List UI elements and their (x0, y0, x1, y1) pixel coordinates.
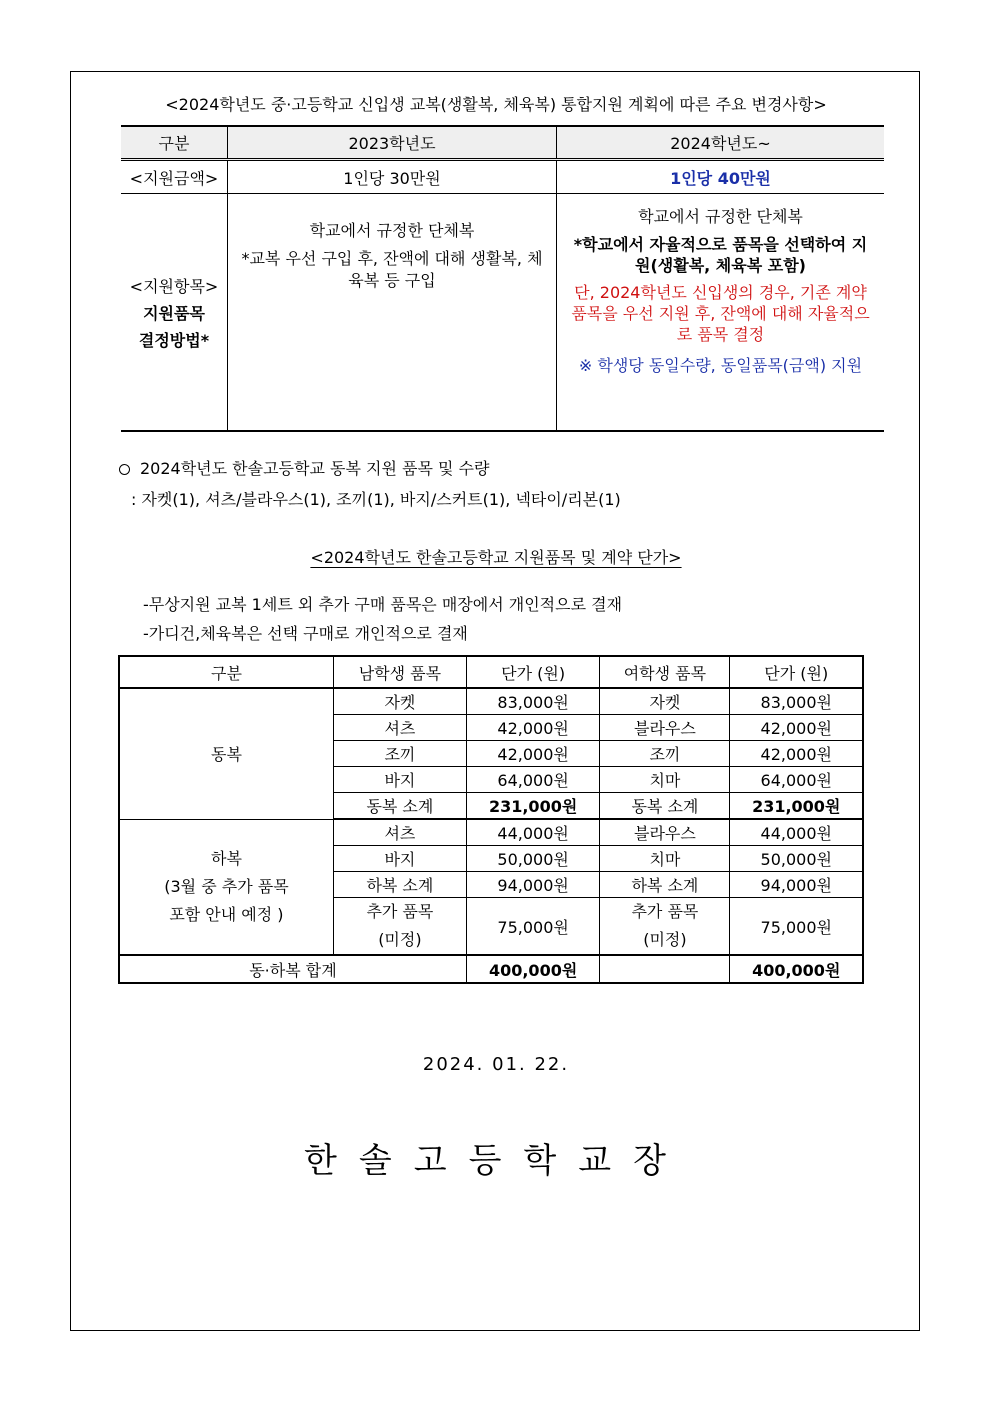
male-item: 자켓 (333, 688, 466, 715)
table-row (119, 688, 863, 715)
summer-label-a: 하복 (210, 848, 242, 868)
female-price: 42,000원 (730, 715, 863, 741)
female-extra-item-b: (미정) (643, 930, 687, 949)
male-item: 바지 (333, 846, 466, 872)
document-date: 2024. 01. 22. (422, 1054, 570, 1075)
female-item: 자켓 (600, 688, 730, 715)
price-table (118, 655, 864, 984)
female-price: 64,000원 (730, 767, 863, 793)
male-extra-price: 75,000원 (466, 898, 599, 956)
male-price: 42,000원 (466, 715, 599, 741)
price-header-male-item: 남학생 품목 (333, 656, 466, 688)
male-extra-item-a: 추가 품목 (366, 902, 434, 921)
female-subtotal-label: 동복 소계 (600, 793, 730, 820)
header-2024: 2024학년도~ (557, 126, 885, 160)
male-item: 셔츠 (333, 819, 466, 846)
comparison-header-row (121, 126, 884, 160)
female-item: 치마 (600, 767, 730, 793)
support-items-row (121, 194, 884, 432)
female-price: 83,000원 (730, 688, 863, 715)
note-additional-purchase: -무상지원 교복 1세트 외 추가 구매 품목은 매장에서 개인적으로 결재 (143, 595, 623, 614)
grand-total-label: 동·하복 합계 (119, 955, 466, 983)
male-price: 83,000원 (466, 688, 599, 715)
male-item: 조끼 (333, 741, 466, 767)
female-price: 50,000원 (730, 846, 863, 872)
female-item: 블라우스 (600, 819, 730, 846)
male-price: 50,000원 (466, 846, 599, 872)
items-2024-note: *학교에서 자율적으로 품목을 선택하여 지원(생활복, 체육복 포함) (573, 235, 868, 275)
bullet-circle-icon (119, 464, 130, 475)
male-extra-item-b: (미정) (378, 930, 422, 949)
price-table-title-text: <2024학년도 한솔고등학교 지원품목 및 계약 단가> (310, 548, 682, 567)
male-price: 64,000원 (466, 767, 599, 793)
support-items-label (121, 194, 228, 432)
female-subtotal-label: 하복 소계 (600, 872, 730, 898)
winter-items-heading (119, 456, 489, 479)
male-price: 42,000원 (466, 741, 599, 767)
price-header-female-price: 단가 (원) (730, 656, 863, 688)
winter-items-list: : 자켓(1), 셔츠/블라우스(1), 조끼(1), 바지/스커트(1), 넥타이/리본(1) (131, 490, 621, 509)
comparison-table (121, 125, 884, 432)
male-subtotal-label: 동복 소계 (333, 793, 466, 820)
support-amount-row (121, 160, 884, 194)
grand-total-female: 400,000원 (730, 955, 863, 983)
male-price: 44,000원 (466, 819, 599, 846)
male-subtotal: 94,000원 (466, 872, 599, 898)
male-item: 셔츠 (333, 715, 466, 741)
summer-label (119, 819, 333, 955)
price-header-female-item: 여학생 품목 (600, 656, 730, 688)
female-extra-item-a: 추가 품목 (631, 902, 699, 921)
grand-total-row (119, 955, 863, 983)
support-amount-2023: 1인당 30만원 (228, 160, 557, 194)
female-price: 42,000원 (730, 741, 863, 767)
price-header-row (119, 656, 863, 688)
female-price: 44,000원 (730, 819, 863, 846)
price-header-male-price: 단가 (원) (466, 656, 599, 688)
items-2024-exception: 단, 2024학년도 신입생의 경우, 기존 계약 품목을 우선 지원 후, 잔액에 대해 자율적으로 품목 결정 (571, 283, 870, 344)
items-2024-main: 학교에서 규정한 단체복 (638, 207, 803, 226)
support-items-label-b: 지원품목 (143, 303, 205, 323)
winter-items-heading-text: 2024학년도 한솔고등학교 동복 지원 품목 및 수량 (140, 459, 490, 478)
male-extra-item (333, 898, 466, 956)
price-table-title (0, 545, 992, 568)
male-subtotal-label: 하복 소계 (333, 872, 466, 898)
grand-total-female-blank (600, 955, 730, 983)
support-items-2024 (557, 194, 885, 432)
female-subtotal: 231,000원 (730, 793, 863, 820)
male-subtotal: 231,000원 (466, 793, 599, 820)
support-items-label-a: <지원항목> (129, 276, 219, 296)
grand-total-male: 400,000원 (466, 955, 599, 983)
support-items-label-c: 결정방법* (138, 330, 210, 350)
items-2023-main: 학교에서 규정한 단체복 (309, 221, 475, 240)
support-amount-label: <지원금액> (121, 160, 228, 194)
items-2024-equal-note: ※ 학생당 동일수량, 동일품목(금액) 지원 (578, 356, 863, 375)
summer-label-c: 포함 안내 예정 ) (169, 904, 284, 924)
female-item: 블라우스 (600, 715, 730, 741)
female-item: 치마 (600, 846, 730, 872)
female-extra-item (600, 898, 730, 956)
header-2023: 2023학년도 (228, 126, 557, 160)
support-items-2023 (228, 194, 557, 432)
support-amount-2024: 1인당 40만원 (557, 160, 885, 194)
table-row (119, 819, 863, 846)
female-extra-price: 75,000원 (730, 898, 863, 956)
summer-label-b: (3월 중 추가 품목 (164, 876, 289, 896)
female-item: 조끼 (600, 741, 730, 767)
price-header-category: 구분 (119, 656, 333, 688)
note-optional-purchase: -가디건,체육복은 선택 구매로 개인적으로 결재 (143, 624, 468, 643)
principal-signature: 한솔고등학교장 (304, 1141, 688, 1181)
header-category: 구분 (121, 126, 228, 160)
items-2023-note: *교복 우선 구입 후, 잔액에 대해 생활복, 체육복 등 구입 (241, 249, 543, 290)
female-subtotal: 94,000원 (730, 872, 863, 898)
change-summary-title: <2024학년도 중·고등학교 신입생 교복(생활복, 체육복) 통합지원 계획에 따른 주요 변경사항> (165, 95, 827, 114)
male-item: 바지 (333, 767, 466, 793)
winter-label: 동복 (119, 688, 333, 819)
